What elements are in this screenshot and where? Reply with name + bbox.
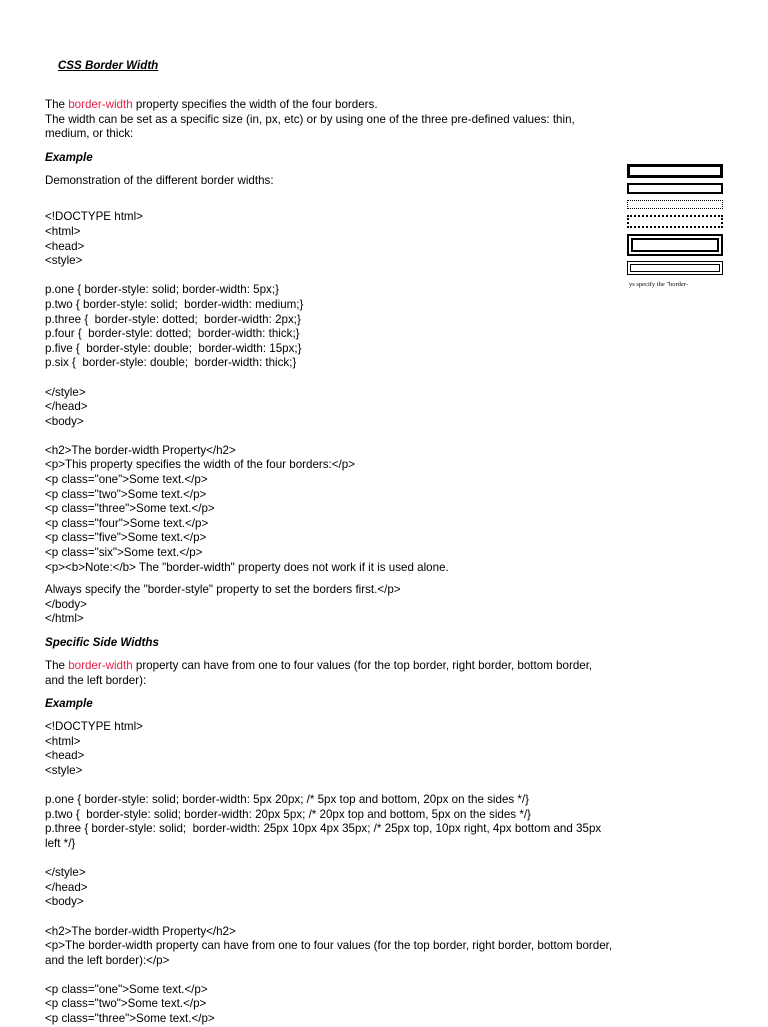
intro-line: and the left border): xyxy=(45,673,147,687)
code-line: </head> xyxy=(45,400,88,414)
example-label: Example xyxy=(45,697,93,711)
code-line: p.two { border-style: solid; border-width: medium;} xyxy=(45,297,304,311)
code-line: <p class="six">Some text.</p> xyxy=(45,546,203,560)
demo-border-double-thick xyxy=(627,261,723,275)
code-line xyxy=(45,779,735,794)
code-line: p.one { border-style: solid; border-width: 5px 20px; /* 5px top and bottom, 20px on the sides */} xyxy=(45,793,530,807)
intro-text: The xyxy=(45,659,69,672)
code-line: <html> xyxy=(45,224,81,238)
code-line: <h2>The border-width Property</h2> xyxy=(45,924,236,938)
code-block xyxy=(45,720,735,1026)
code-line: <p class="two">Some text.</p> xyxy=(45,997,207,1011)
section-title xyxy=(45,42,735,90)
code-line: </style> xyxy=(45,866,86,880)
code-line: <p>The border-width property can have from one to four values (for the top border, right border, bottom border, xyxy=(45,939,613,953)
demo-border-dotted-thick xyxy=(627,215,723,228)
code-line: <p class="two">Some text.</p> xyxy=(45,487,207,501)
code-line xyxy=(45,429,735,444)
code-line: <p class="five">Some text.</p> xyxy=(45,531,207,545)
property-keyword: border-width xyxy=(68,659,133,672)
code-block-tail xyxy=(45,583,735,627)
code-line: </body> xyxy=(45,597,87,611)
thumbnail-caption: ys specify the "border- xyxy=(629,281,689,288)
code-line: <p class="four">Some text.</p> xyxy=(45,516,209,530)
code-line: left */} xyxy=(45,836,76,850)
demo-border-solid-5px xyxy=(627,164,723,178)
intro-text: The xyxy=(45,98,69,111)
property-keyword: border-width xyxy=(68,98,133,111)
code-line: <head> xyxy=(45,239,85,253)
code-line: p.three { border-style: solid; border-width: 25px 10px 4px 35px; /* 25px top, 10px right, 4px bottom and 35px xyxy=(45,822,602,836)
code-line xyxy=(45,371,735,386)
demo-border-double-15px xyxy=(627,234,723,256)
intro-paragraph xyxy=(45,659,735,674)
code-line: </html> xyxy=(45,612,84,626)
code-line: <p><b>Note:</b> The "border-width" property does not work if it is used alone. xyxy=(45,560,449,574)
code-line: p.four { border-style: dotted; border-width: thick;} xyxy=(45,327,300,341)
code-line: <body> xyxy=(45,414,84,428)
code-line: p.six { border-style: double; border-width: thick;} xyxy=(45,356,297,370)
intro-text: property can have from one to four values (for the top border, right border, bottom border, xyxy=(132,659,593,672)
code-line: p.one { border-style: solid; border-width: 5px;} xyxy=(45,283,279,297)
code-line: </style> xyxy=(45,385,86,399)
intro-text: property specifies the width of the four borders. xyxy=(132,98,378,111)
code-line: and the left border):</p> xyxy=(45,953,170,967)
code-line: <style> xyxy=(45,254,83,268)
demo-border-solid-medium xyxy=(627,183,723,194)
code-line: p.two { border-style: solid; border-width: 20px 5px; /* 20px top and bottom, 5px on the sides */} xyxy=(45,807,531,821)
code-line: Always specify the "border-style" property to set the borders first.</p> xyxy=(45,583,401,597)
demo-description: Demonstration of the different border widths: xyxy=(45,173,274,187)
code-line: <h2>The border-width Property</h2> xyxy=(45,443,236,457)
intro-line: The width can be set as a specific size (in, px, etc) or by using one of the three pre-defined values: thin, xyxy=(45,112,575,126)
demo-border-dotted-2px xyxy=(627,200,723,209)
code-line: <!DOCTYPE html> xyxy=(45,720,143,734)
code-line xyxy=(45,910,735,925)
code-line: <p class="three">Some text.</p> xyxy=(45,1012,215,1026)
code-line xyxy=(45,968,735,983)
code-line: <!DOCTYPE html> xyxy=(45,210,143,224)
code-line xyxy=(45,852,735,867)
code-line: <style> xyxy=(45,763,83,777)
code-line: <p class="three">Some text.</p> xyxy=(45,502,215,516)
code-line: <body> xyxy=(45,895,84,909)
code-line: <p class="one">Some text.</p> xyxy=(45,473,208,487)
code-line: <html> xyxy=(45,734,81,748)
code-line: p.five { border-style: double; border-width: 15px;} xyxy=(45,341,302,355)
intro-paragraph xyxy=(45,98,735,113)
section-title: Specific Side Widths xyxy=(45,636,159,649)
code-line: </head> xyxy=(45,880,88,894)
border-demo-thumbnail xyxy=(627,160,727,295)
example-label: Example xyxy=(45,150,93,164)
code-line: <p class="one">Some text.</p> xyxy=(45,982,208,996)
code-line: p.three { border-style: dotted; border-width: 2px;} xyxy=(45,312,301,326)
section-title-text: CSS Border Width xyxy=(57,59,159,72)
intro-line: medium, or thick: xyxy=(45,127,134,141)
code-line: <p>This property specifies the width of the four borders:</p> xyxy=(45,458,355,472)
code-line: <head> xyxy=(45,749,85,763)
